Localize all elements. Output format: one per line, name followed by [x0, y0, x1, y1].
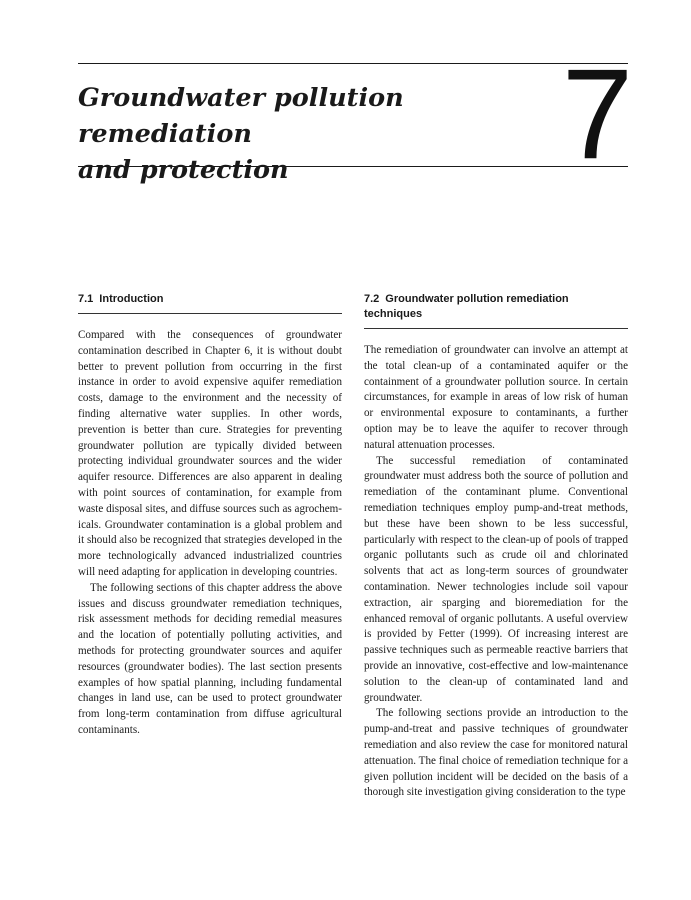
top-rule: [78, 63, 628, 64]
section-title: Groundwater pollution remediation techniques: [364, 293, 569, 320]
section-number: 7.2: [364, 293, 380, 305]
chapter-title-line-2: and protection: [78, 155, 289, 185]
bottom-rule: [78, 166, 628, 167]
chapter-title-line-1: Groundwater pollution remediation: [78, 83, 404, 149]
paragraph: The following sections of this chapter address the above issues and discuss groundwater remediation techniques, risk assessment methods for deciding remedial measures and the location of potentially polluting activities, and methods for protecting groundwater sources and aquifer resources (groundwater bodies). The last section presents examples of how spatial planning, including fundamental changes in land use, can be used to protect groundwater from long-term contamination from diffuse agricultural contaminants.: [78, 581, 342, 736]
section-remediation-techniques: [364, 292, 628, 801]
chapter-number: 7: [561, 43, 629, 186]
section-title: Introduction: [99, 293, 164, 305]
paragraph: The following sections provide an introduction to the pump-and-treat and passive techniques of groundwater remediation and also review the case for monitored natural attenuation. The final choice of remediation technique for a given pollution incident will be decided on the basis of a thorough site investigation giving consideration to the type: [364, 707, 628, 799]
section-number: 7.1: [78, 293, 94, 305]
section-introduction: [78, 292, 342, 739]
paragraph: The successful remediation of contaminated groundwater must address both the source of pollution and remediation of the contaminant plume. Conventional remediation techniques employ pump-and-treat methods, but these have been shown to be less successful, particularly with respect to the clean-up of pools of trapped organic pollutants such as crude oil and chlorinated solvents that act as long-term sources of groundwater contamination. Newer technologies include soil vapour extraction, air sparging and bioremediation for the enhanced removal of organic pollutants. A useful overview is provided by Fetter (1999). Of increasing interest are passive techniques such as permeable reactive barriers that provide an innovative, cost-effective and low-maintenance solution to the clean-up of contaminated land and groundwater.: [364, 454, 628, 704]
section-heading: [364, 292, 628, 329]
paragraph: Compared with the consequences of groundwater contamination described in Chapter 6, it is without doubt better to prevent pollution from occurring in the first instance in order to avoid expensive aquifer remediation costs, damage to the environment and the necessity of finding alternative water supplies. In other words, prevention is better than cure. Strategies for preventing groundwater pollution are typically divided between protecting individual groundwater sources and the wider aquifer resource. Differences are also apparent in dealing with point sources of contamination, for example from waste disposal sites, and diffuse sources such as agrochemicals. Groundwater contamination is a global problem and it should also be recognized that strategies developed in the more technologically advanced industrialized countries will need adapting for application in developing countries.: [78, 329, 343, 578]
chapter-title: [78, 80, 548, 188]
paragraph: The remediation of groundwater can involve an attempt at the total clean-up of a contaminated aquifer or the containment of a groundwater pollution source. In certain circumstances, for example in areas of low risk of human or environmental exposure to contaminants, a further option may be to leave the aquifer to recover through natural attenuation processes.: [364, 344, 628, 451]
section-heading: [78, 292, 342, 314]
